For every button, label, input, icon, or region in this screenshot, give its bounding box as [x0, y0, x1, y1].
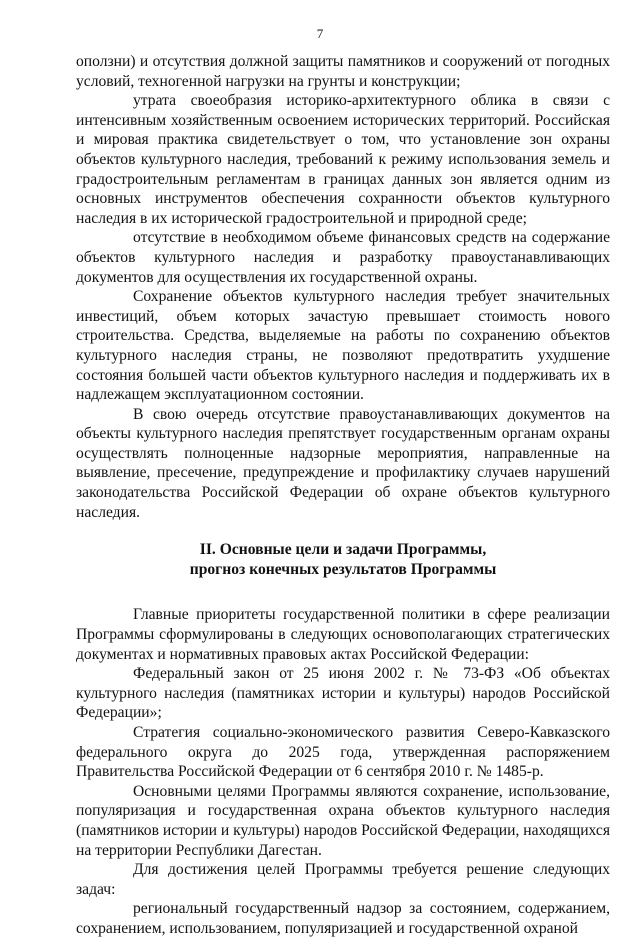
paragraph: региональный государственный надзор за состоянием, содержанием, сохранением, использованием, популяризацией и государственной охраной	[76, 900, 610, 937]
paragraph: Основными целями Программы являются сохранение, использование, популяризация и государственная охрана объектов культурного наследия (памятников истории и культуры) народов Российской Федерации, находящихся на территории Республики Дагестан.	[76, 782, 610, 859]
paragraph: Сохранение объектов культурного наследия требует значительных инвестиций, объем которых зачастую превышает стоимость нового строительства. Средства, выделяемые на работы по сохранению объектов культурного наследия страны, не позволяют предотвратить ухудшение состояния большей части объектов культурного наследия и поддерживать их в надлежащем эксплуатационном состоянии.	[76, 288, 610, 404]
spacer	[76, 522, 610, 540]
paragraph: В свою очередь отсутствие правоустанавливающих документов на объекты культурного наследия препятствует государственным органам охраны осуществлять полноценные надзорные мероприятия, направленные на выявление, пресечение, предупреждение и профилактику случаев нарушений законодательства Российской Федерации об охране объектов культурного наследия.	[76, 405, 610, 521]
section-heading-line-1: II. Основные цели и задачи Программы,	[199, 541, 487, 559]
paragraph: оползни) и отсутствия должной защиты памятников и сооружений от погодных условий, техногенной нагрузки на грунты и конструкции;	[76, 53, 610, 90]
page-number: 7	[316, 26, 324, 41]
paragraph: Для достижения целей Программы требуется решение следующих задач:	[76, 861, 610, 898]
section-heading	[76, 540, 610, 579]
section-heading-line-2: прогноз конечных результатов Программы	[189, 560, 497, 578]
document-body	[76, 52, 610, 939]
paragraph: утрата своеобразия историко-архитектурного облика в связи с интенсивным хозяйственным освоением исторических территорий. Российская и мировая практика свидетельствует о том, что установление зон охраны объектов культурного наследия, требований к режиму использования земель и градостроительным регламентам в границах данных зон является одним из основных инструментов обеспечения сохранности объектов культурного наследия в их исторической градостроительной и природной среде;	[76, 92, 610, 227]
spacer	[76, 579, 610, 605]
paragraph: Федеральный закон от 25 июня 2002 г. № 73-ФЗ «Об объектах культурного наследия (памятниках истории и культуры) народов Российской Федерации»;	[76, 665, 610, 722]
paragraph: Главные приоритеты государственной политики в сфере реализации Программы сформулированы в следующих основополагающих стратегических документах и нормативных правовых актах Российской Федерации:	[76, 606, 610, 663]
paragraph: отсутствие в необходимом объеме финансовых средств на содержание объектов культурного наследия и разработку правоустанавливающих документов для осуществления их государственной охраны.	[76, 229, 610, 286]
paragraph: Стратегия социально-экономического развития Северо-Кавказского федерального округа до 2025 года, утвержденная распоряжением Правительства Российской Федерации от 6 сентября 2010 г. № 1485-р.	[76, 724, 610, 781]
